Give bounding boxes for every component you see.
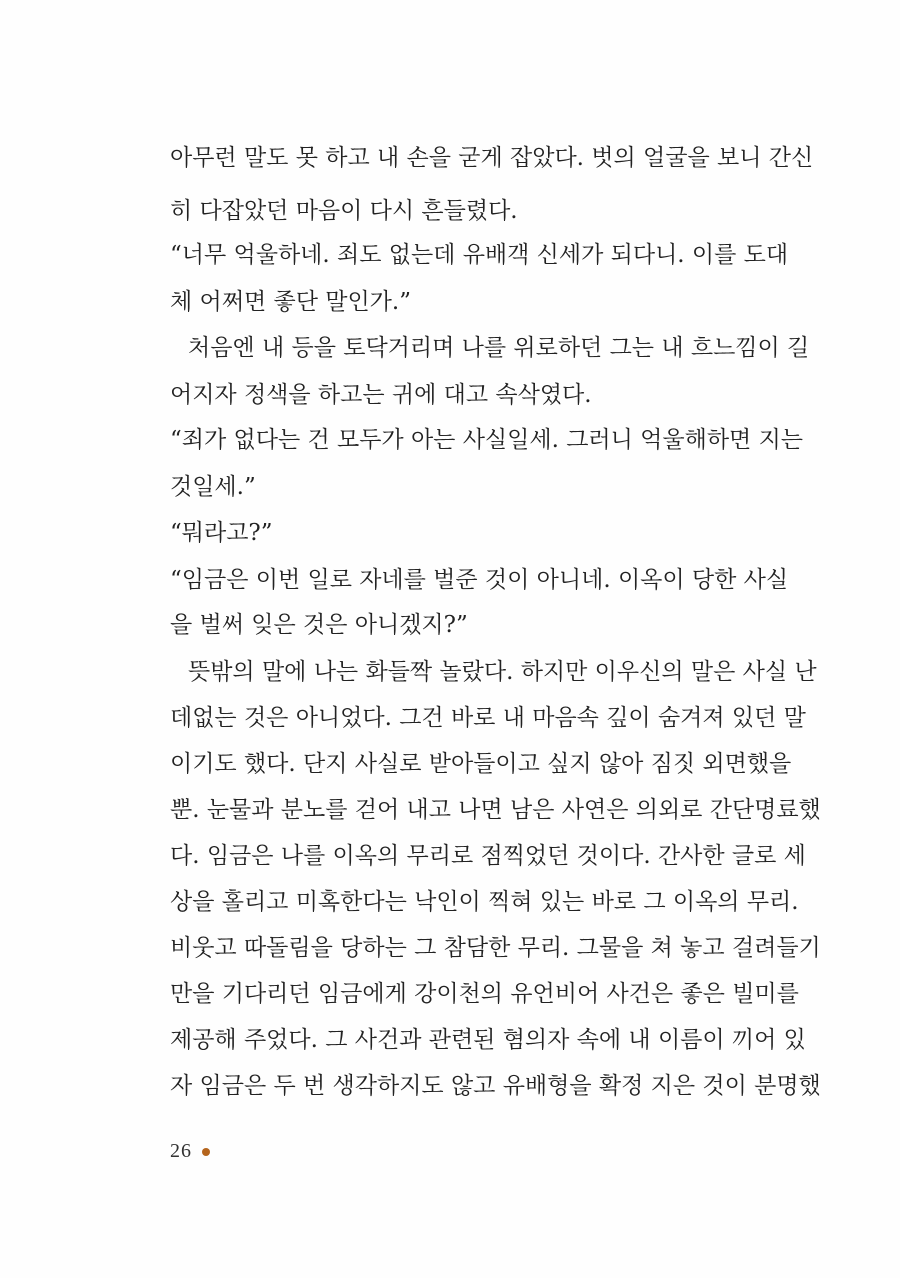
text-line: 을 벌써 잊은 것은 아니겠지?” bbox=[170, 612, 468, 638]
text-line: 어지자 정색을 하고는 귀에 대고 속삭였다. bbox=[170, 382, 592, 408]
text-line: 상을 홀리고 미혹한다는 낙인이 찍혀 있는 바로 그 이옥의 무리. bbox=[170, 889, 799, 915]
text-line: 아무런 말도 못 하고 내 손을 굳게 잡았다. 벗의 얼굴을 보니 간신 bbox=[170, 145, 814, 171]
page-footer bbox=[170, 1140, 210, 1163]
text-line: 비웃고 따돌림을 당하는 그 참담한 무리. 그물을 쳐 놓고 걸려들기 bbox=[170, 935, 821, 961]
text-line: 다. 임금은 나를 이옥의 무리로 점찍었던 것이다. 간사한 글로 세 bbox=[170, 843, 806, 869]
text-line: 처음엔 내 등을 토닥거리며 나를 위로하던 그는 내 흐느낌이 길 bbox=[188, 335, 810, 361]
page-number: 26 bbox=[170, 1140, 192, 1162]
text-line: “임금은 이번 일로 자네를 벌준 것이 아니네. 이옥이 당한 사실 bbox=[170, 567, 789, 593]
text-line: 제공해 주었다. 그 사건과 관련된 혐의자 속에 내 이름이 끼어 있 bbox=[170, 1027, 806, 1053]
text-line: 뜻밖의 말에 나는 화들짝 놀랐다. 하지만 이우신의 말은 사실 난 bbox=[188, 659, 817, 685]
text-line: “뭐라고?” bbox=[170, 520, 273, 546]
text-line: 히 다잡았던 마음이 다시 흔들렸다. bbox=[170, 198, 518, 224]
text-line: 만을 기다리던 임금에게 강이천의 유언비어 사건은 좋은 빌미를 bbox=[170, 981, 799, 1007]
text-line: 뿐. 눈물과 분노를 걷어 내고 나면 남은 사연은 의외로 간단명료했 bbox=[170, 797, 821, 823]
text-line: 체 어쩌면 좋단 말인가.” bbox=[170, 289, 411, 315]
text-line: 데없는 것은 아니었다. 그건 바로 내 마음속 깊이 숨겨져 있던 말 bbox=[170, 705, 806, 731]
text-line: 자 임금은 두 번 생각하지도 않고 유배형을 확정 지은 것이 분명했 bbox=[170, 1073, 821, 1099]
folio-dot-icon bbox=[202, 1148, 210, 1156]
text-line: “너무 억울하네. 죄도 없는데 유배객 신세가 되다니. 이를 도대 bbox=[170, 242, 789, 268]
text-line: 것일세.” bbox=[170, 474, 256, 500]
text-line: “죄가 없다는 건 모두가 아는 사실일세. 그러니 억울해하면 지는 bbox=[170, 427, 804, 453]
text-line: 이기도 했다. 단지 사실로 받아들이고 싶지 않아 짐짓 외면했을 bbox=[170, 751, 792, 777]
